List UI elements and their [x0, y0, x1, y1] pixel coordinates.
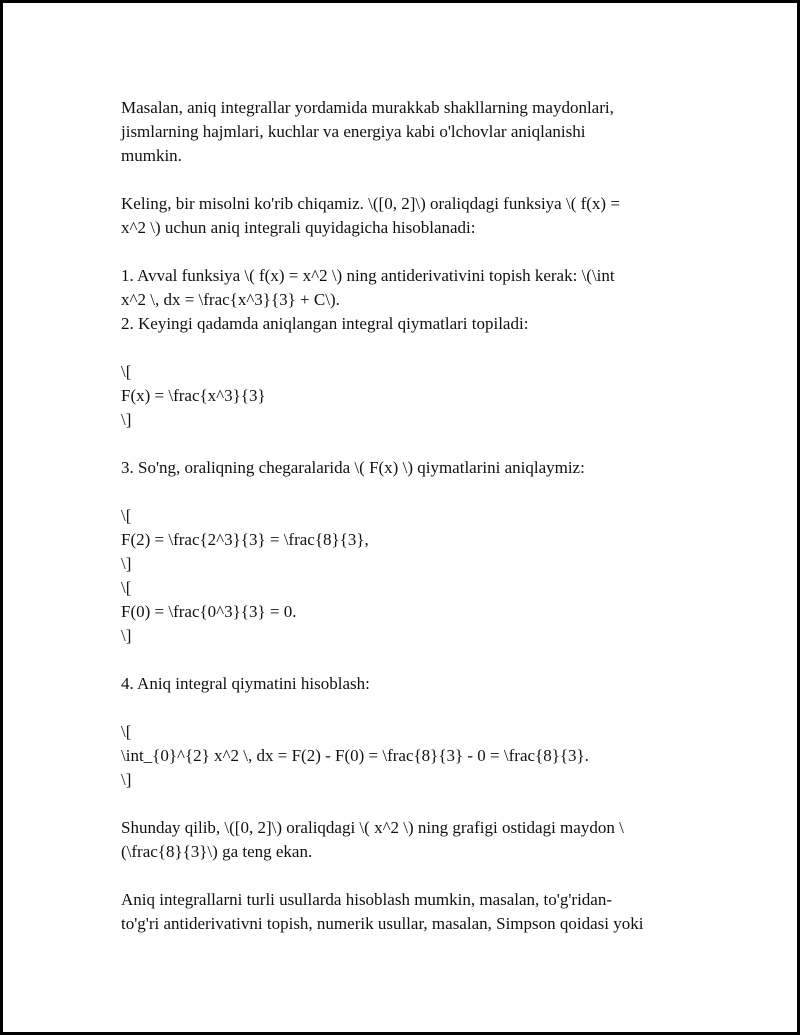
text-line: \]	[121, 410, 132, 429]
text-line: \int_{0}^{2} x^2 \, dx = F(2) - F(0) = \frac{8}{3} - 0 = \frac{8}{3}.	[121, 746, 589, 765]
blank-line	[121, 696, 687, 720]
text-line: \[	[121, 506, 132, 525]
document-body	[121, 96, 687, 936]
text-line: Shunday qilib, \([0, 2]\) oraliqdagi \( x^2 \) ning grafigi ostidagi maydon \	[121, 818, 624, 837]
text-line: Aniq integrallarni turli usullarda hisoblash mumkin, masalan, to'g'ridan-	[121, 890, 612, 909]
blank-line	[121, 648, 687, 672]
text-line: \]	[121, 770, 132, 789]
text-line: \]	[121, 554, 132, 573]
blank-line	[121, 336, 687, 360]
text-line: \[	[121, 722, 132, 741]
text-line: 3. So'ng, oraliqning chegaralarida \( F(x) \) qiymatlarini aniqlaymiz:	[121, 458, 585, 477]
text-line: mumkin.	[121, 146, 182, 165]
text-line: F(0) = \frac{0^3}{3} = 0.	[121, 602, 297, 621]
text-line: \[	[121, 362, 132, 381]
text-line: jismlarning hajmlari, kuchlar va energiya kabi o'lchovlar aniqlanishi	[121, 122, 586, 141]
blank-line	[121, 864, 687, 888]
text-line: F(x) = \frac{x^3}{3}	[121, 386, 266, 405]
text-line: Masalan, aniq integrallar yordamida murakkab shakllarning maydonlari,	[121, 98, 614, 117]
text-line: x^2 \) uchun aniq integrali quyidagicha hisoblanadi:	[121, 218, 476, 237]
text-line: x^2 \, dx = \frac{x^3}{3} + C\).	[121, 290, 340, 309]
text-line: (\frac{8}{3}\) ga teng ekan.	[121, 842, 313, 861]
text-line: \[	[121, 578, 132, 597]
blank-line	[121, 168, 687, 192]
text-line: \]	[121, 626, 132, 645]
text-line: Keling, bir misolni ko'rib chiqamiz. \([0, 2]\) oraliqdagi funksiya \( f(x) =	[121, 194, 620, 213]
text-line: F(2) = \frac{2^3}{3} = \frac{8}{3},	[121, 530, 369, 549]
text-line: 1. Avval funksiya \( f(x) = x^2 \) ning antiderivativini topish kerak: \(\int	[121, 266, 615, 285]
blank-line	[121, 792, 687, 816]
blank-line	[121, 480, 687, 504]
text-line: 4. Aniq integral qiymatini hisoblash:	[121, 674, 370, 693]
blank-line	[121, 432, 687, 456]
blank-line	[121, 240, 687, 264]
text-line: 2. Keyingi qadamda aniqlangan integral qiymatlari topiladi:	[121, 314, 529, 333]
text-line: to'g'ri antiderivativni topish, numerik usullar, masalan, Simpson qoidasi yoki	[121, 914, 644, 933]
